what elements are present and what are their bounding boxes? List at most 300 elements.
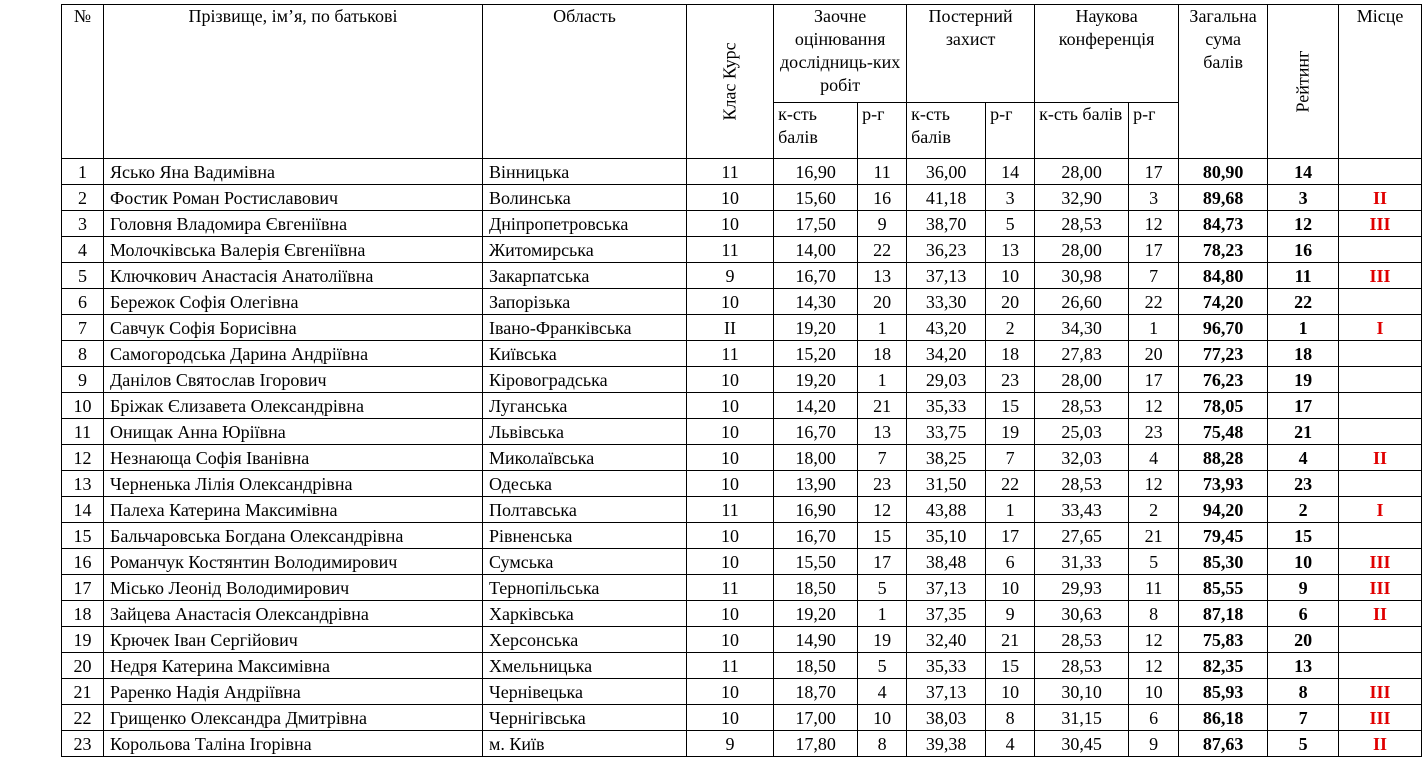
cell-poster-points: 35,10 bbox=[907, 523, 986, 549]
cell-class: 11 bbox=[687, 237, 774, 263]
cell-region: Полтавська bbox=[483, 497, 687, 523]
cell-poster-points: 37,35 bbox=[907, 601, 986, 627]
cell-total: 96,70 bbox=[1179, 315, 1268, 341]
cell-class: 11 bbox=[687, 497, 774, 523]
cell-name: Бріжак Єлизавета Олександрівна bbox=[104, 393, 483, 419]
table-row bbox=[62, 237, 1422, 263]
cell-conference-rank: 20 bbox=[1129, 341, 1179, 367]
cell-poster-rank: 7 bbox=[986, 445, 1035, 471]
cell-distance-points: 16,70 bbox=[774, 523, 858, 549]
cell-class: 11 bbox=[687, 575, 774, 601]
cell-number: 6 bbox=[62, 289, 104, 315]
cell-region: Луганська bbox=[483, 393, 687, 419]
header-poster-points: к-сть балів bbox=[907, 103, 986, 159]
cell-poster-points: 37,13 bbox=[907, 679, 986, 705]
header-place: Місце bbox=[1339, 5, 1422, 159]
cell-poster-rank: 3 bbox=[986, 185, 1035, 211]
cell-distance-rank: 21 bbox=[858, 393, 907, 419]
cell-name: Місько Леонід Володимирович bbox=[104, 575, 483, 601]
cell-place bbox=[1339, 289, 1422, 315]
cell-conference-points: 28,00 bbox=[1035, 159, 1129, 185]
cell-number: 11 bbox=[62, 419, 104, 445]
cell-distance-points: 17,50 bbox=[774, 211, 858, 237]
cell-name: Грищенко Олександра Дмитрівна bbox=[104, 705, 483, 731]
cell-total: 86,18 bbox=[1179, 705, 1268, 731]
cell-total: 76,23 bbox=[1179, 367, 1268, 393]
cell-rating: 12 bbox=[1268, 211, 1339, 237]
cell-total: 78,23 bbox=[1179, 237, 1268, 263]
table-row bbox=[62, 315, 1422, 341]
cell-conference-rank: 17 bbox=[1129, 367, 1179, 393]
cell-poster-rank: 18 bbox=[986, 341, 1035, 367]
cell-distance-rank: 1 bbox=[858, 367, 907, 393]
cell-place: ІІІ bbox=[1339, 549, 1422, 575]
cell-distance-points: 18,00 bbox=[774, 445, 858, 471]
cell-total: 79,45 bbox=[1179, 523, 1268, 549]
cell-region: Вінницька bbox=[483, 159, 687, 185]
cell-distance-points: 14,30 bbox=[774, 289, 858, 315]
cell-class: 9 bbox=[687, 263, 774, 289]
cell-number: 14 bbox=[62, 497, 104, 523]
header-poster-rank: р-г bbox=[986, 103, 1035, 159]
cell-poster-points: 37,13 bbox=[907, 263, 986, 289]
cell-poster-rank: 23 bbox=[986, 367, 1035, 393]
cell-name: Палеха Катерина Максимівна bbox=[104, 497, 483, 523]
cell-region: Івано-Франківська bbox=[483, 315, 687, 341]
cell-rating: 16 bbox=[1268, 237, 1339, 263]
cell-distance-rank: 13 bbox=[858, 263, 907, 289]
cell-poster-rank: 15 bbox=[986, 393, 1035, 419]
cell-place bbox=[1339, 653, 1422, 679]
header-rating-label: Рейтинг bbox=[1292, 50, 1313, 113]
cell-conference-rank: 22 bbox=[1129, 289, 1179, 315]
cell-number: 2 bbox=[62, 185, 104, 211]
cell-region: Чернівецька bbox=[483, 679, 687, 705]
cell-total: 73,93 bbox=[1179, 471, 1268, 497]
cell-distance-rank: 17 bbox=[858, 549, 907, 575]
cell-distance-points: 16,90 bbox=[774, 159, 858, 185]
cell-distance-points: 16,90 bbox=[774, 497, 858, 523]
header-poster-defense: Постерний захист bbox=[907, 5, 1035, 103]
cell-rating: 1 bbox=[1268, 315, 1339, 341]
cell-poster-rank: 15 bbox=[986, 653, 1035, 679]
cell-place bbox=[1339, 419, 1422, 445]
cell-distance-points: 18,70 bbox=[774, 679, 858, 705]
cell-region: Львівська bbox=[483, 419, 687, 445]
cell-name: Зайцева Анастасія Олександрівна bbox=[104, 601, 483, 627]
cell-distance-rank: 8 bbox=[858, 731, 907, 757]
cell-place: ІІ bbox=[1339, 445, 1422, 471]
cell-distance-points: 13,90 bbox=[774, 471, 858, 497]
cell-distance-rank: 13 bbox=[858, 419, 907, 445]
cell-poster-rank: 20 bbox=[986, 289, 1035, 315]
cell-region: Херсонська bbox=[483, 627, 687, 653]
cell-class: ІІ bbox=[687, 315, 774, 341]
cell-poster-points: 35,33 bbox=[907, 393, 986, 419]
cell-class: 10 bbox=[687, 705, 774, 731]
cell-number: 15 bbox=[62, 523, 104, 549]
cell-place: ІІІ bbox=[1339, 679, 1422, 705]
cell-distance-rank: 11 bbox=[858, 159, 907, 185]
cell-number: 8 bbox=[62, 341, 104, 367]
cell-rating: 6 bbox=[1268, 601, 1339, 627]
cell-name: Недря Катерина Максимівна bbox=[104, 653, 483, 679]
cell-class: 10 bbox=[687, 549, 774, 575]
header-conference-rank: р-г bbox=[1129, 103, 1179, 159]
cell-number: 17 bbox=[62, 575, 104, 601]
cell-place bbox=[1339, 341, 1422, 367]
cell-conference-rank: 21 bbox=[1129, 523, 1179, 549]
cell-total: 80,90 bbox=[1179, 159, 1268, 185]
cell-region: Київська bbox=[483, 341, 687, 367]
cell-distance-points: 18,50 bbox=[774, 575, 858, 601]
cell-name: Молочківська Валерія Євгеніївна bbox=[104, 237, 483, 263]
cell-conference-rank: 2 bbox=[1129, 497, 1179, 523]
cell-poster-points: 38,48 bbox=[907, 549, 986, 575]
table-row bbox=[62, 289, 1422, 315]
cell-rating: 22 bbox=[1268, 289, 1339, 315]
cell-poster-rank: 2 bbox=[986, 315, 1035, 341]
cell-conference-rank: 12 bbox=[1129, 653, 1179, 679]
cell-distance-rank: 22 bbox=[858, 237, 907, 263]
cell-poster-points: 41,18 bbox=[907, 185, 986, 211]
table-row bbox=[62, 705, 1422, 731]
cell-poster-points: 33,75 bbox=[907, 419, 986, 445]
header-distance-evaluation: Заочне оцінювання дослідниць-ких робіт bbox=[774, 5, 907, 103]
cell-place bbox=[1339, 471, 1422, 497]
cell-distance-rank: 20 bbox=[858, 289, 907, 315]
header-rating bbox=[1268, 5, 1339, 159]
cell-name: Ключкович Анастасія Анатоліївна bbox=[104, 263, 483, 289]
cell-conference-rank: 17 bbox=[1129, 237, 1179, 263]
cell-number: 4 bbox=[62, 237, 104, 263]
cell-poster-rank: 21 bbox=[986, 627, 1035, 653]
cell-number: 21 bbox=[62, 679, 104, 705]
cell-distance-points: 19,20 bbox=[774, 367, 858, 393]
cell-rating: 11 bbox=[1268, 263, 1339, 289]
cell-place: ІІІ bbox=[1339, 263, 1422, 289]
cell-poster-rank: 9 bbox=[986, 601, 1035, 627]
header-name: Прізвище, ім’я, по батькові bbox=[104, 5, 483, 159]
cell-total: 89,68 bbox=[1179, 185, 1268, 211]
cell-number: 18 bbox=[62, 601, 104, 627]
cell-conference-points: 28,53 bbox=[1035, 393, 1129, 419]
cell-region: Хмельницька bbox=[483, 653, 687, 679]
cell-distance-rank: 9 bbox=[858, 211, 907, 237]
cell-class: 10 bbox=[687, 367, 774, 393]
cell-total: 78,05 bbox=[1179, 393, 1268, 419]
cell-poster-rank: 10 bbox=[986, 679, 1035, 705]
cell-rating: 8 bbox=[1268, 679, 1339, 705]
cell-distance-rank: 23 bbox=[858, 471, 907, 497]
cell-name: Незнающа Софія Іванівна bbox=[104, 445, 483, 471]
cell-number: 13 bbox=[62, 471, 104, 497]
cell-name: Головня Владомира Євгеніївна bbox=[104, 211, 483, 237]
table-row bbox=[62, 549, 1422, 575]
cell-conference-rank: 8 bbox=[1129, 601, 1179, 627]
cell-poster-rank: 1 bbox=[986, 497, 1035, 523]
cell-conference-points: 28,00 bbox=[1035, 237, 1129, 263]
cell-place: ІІІ bbox=[1339, 575, 1422, 601]
cell-poster-rank: 10 bbox=[986, 575, 1035, 601]
cell-total: 77,23 bbox=[1179, 341, 1268, 367]
cell-name: Самогородська Дарина Андріївна bbox=[104, 341, 483, 367]
table-body bbox=[62, 159, 1422, 757]
cell-class: 11 bbox=[687, 341, 774, 367]
cell-rating: 5 bbox=[1268, 731, 1339, 757]
cell-region: Кіровоградська bbox=[483, 367, 687, 393]
cell-place: І bbox=[1339, 497, 1422, 523]
table-row bbox=[62, 575, 1422, 601]
cell-conference-points: 28,00 bbox=[1035, 367, 1129, 393]
cell-region: Сумська bbox=[483, 549, 687, 575]
cell-conference-rank: 12 bbox=[1129, 393, 1179, 419]
cell-rating: 14 bbox=[1268, 159, 1339, 185]
cell-number: 7 bbox=[62, 315, 104, 341]
cell-region: Миколаївська bbox=[483, 445, 687, 471]
cell-rating: 23 bbox=[1268, 471, 1339, 497]
cell-number: 16 bbox=[62, 549, 104, 575]
cell-class: 10 bbox=[687, 185, 774, 211]
cell-poster-points: 43,20 bbox=[907, 315, 986, 341]
table-row bbox=[62, 419, 1422, 445]
cell-distance-points: 15,50 bbox=[774, 549, 858, 575]
cell-poster-rank: 17 bbox=[986, 523, 1035, 549]
cell-region: Закарпатська bbox=[483, 263, 687, 289]
cell-rating: 4 bbox=[1268, 445, 1339, 471]
cell-conference-points: 33,43 bbox=[1035, 497, 1129, 523]
cell-number: 22 bbox=[62, 705, 104, 731]
cell-rating: 20 bbox=[1268, 627, 1339, 653]
cell-class: 10 bbox=[687, 393, 774, 419]
table-row bbox=[62, 263, 1422, 289]
cell-distance-rank: 12 bbox=[858, 497, 907, 523]
cell-rating: 9 bbox=[1268, 575, 1339, 601]
header-class-label: Клас Курс bbox=[719, 42, 740, 121]
cell-distance-points: 19,20 bbox=[774, 601, 858, 627]
cell-conference-points: 26,60 bbox=[1035, 289, 1129, 315]
cell-place: ІІ bbox=[1339, 601, 1422, 627]
table-row bbox=[62, 523, 1422, 549]
cell-total: 87,18 bbox=[1179, 601, 1268, 627]
cell-region: м. Київ bbox=[483, 731, 687, 757]
cell-distance-points: 16,70 bbox=[774, 263, 858, 289]
table-row bbox=[62, 393, 1422, 419]
cell-total: 85,30 bbox=[1179, 549, 1268, 575]
cell-conference-points: 28,53 bbox=[1035, 653, 1129, 679]
cell-distance-rank: 7 bbox=[858, 445, 907, 471]
cell-conference-points: 28,53 bbox=[1035, 471, 1129, 497]
cell-conference-points: 25,03 bbox=[1035, 419, 1129, 445]
cell-class: 10 bbox=[687, 679, 774, 705]
cell-conference-rank: 3 bbox=[1129, 185, 1179, 211]
cell-class: 10 bbox=[687, 211, 774, 237]
table-row bbox=[62, 341, 1422, 367]
cell-rating: 7 bbox=[1268, 705, 1339, 731]
cell-total: 82,35 bbox=[1179, 653, 1268, 679]
cell-conference-points: 27,83 bbox=[1035, 341, 1129, 367]
cell-name: Романчук Костянтин Володимирович bbox=[104, 549, 483, 575]
cell-poster-rank: 10 bbox=[986, 263, 1035, 289]
cell-total: 94,20 bbox=[1179, 497, 1268, 523]
header-number: № bbox=[62, 5, 104, 159]
cell-poster-rank: 19 bbox=[986, 419, 1035, 445]
cell-place bbox=[1339, 393, 1422, 419]
cell-region: Тернопільська bbox=[483, 575, 687, 601]
results-table bbox=[61, 4, 1422, 757]
cell-conference-points: 30,63 bbox=[1035, 601, 1129, 627]
cell-conference-points: 29,93 bbox=[1035, 575, 1129, 601]
cell-region: Харківська bbox=[483, 601, 687, 627]
cell-place: ІІІ bbox=[1339, 211, 1422, 237]
cell-name: Корольова Таліна Ігорівна bbox=[104, 731, 483, 757]
cell-conference-points: 28,53 bbox=[1035, 211, 1129, 237]
cell-poster-rank: 22 bbox=[986, 471, 1035, 497]
cell-poster-points: 38,25 bbox=[907, 445, 986, 471]
cell-distance-points: 15,20 bbox=[774, 341, 858, 367]
cell-place bbox=[1339, 237, 1422, 263]
table-row bbox=[62, 185, 1422, 211]
cell-class: 11 bbox=[687, 653, 774, 679]
cell-distance-rank: 5 bbox=[858, 653, 907, 679]
cell-class: 9 bbox=[687, 731, 774, 757]
cell-distance-points: 17,00 bbox=[774, 705, 858, 731]
cell-poster-rank: 4 bbox=[986, 731, 1035, 757]
cell-number: 1 bbox=[62, 159, 104, 185]
header-conference: Наукова конференція bbox=[1035, 5, 1179, 103]
cell-region: Дніпропетровська bbox=[483, 211, 687, 237]
header-distance-rank: р-г bbox=[858, 103, 907, 159]
cell-conference-rank: 9 bbox=[1129, 731, 1179, 757]
cell-total: 75,48 bbox=[1179, 419, 1268, 445]
table-row bbox=[62, 211, 1422, 237]
cell-place bbox=[1339, 367, 1422, 393]
cell-rating: 13 bbox=[1268, 653, 1339, 679]
cell-conference-points: 31,33 bbox=[1035, 549, 1129, 575]
cell-rating: 21 bbox=[1268, 419, 1339, 445]
cell-number: 23 bbox=[62, 731, 104, 757]
table-row bbox=[62, 367, 1422, 393]
cell-name: Бережок Софія Олегівна bbox=[104, 289, 483, 315]
cell-region: Волинська bbox=[483, 185, 687, 211]
table-row bbox=[62, 497, 1422, 523]
cell-total: 84,80 bbox=[1179, 263, 1268, 289]
cell-total: 74,20 bbox=[1179, 289, 1268, 315]
cell-conference-rank: 11 bbox=[1129, 575, 1179, 601]
table-row bbox=[62, 731, 1422, 757]
cell-number: 3 bbox=[62, 211, 104, 237]
cell-distance-rank: 1 bbox=[858, 601, 907, 627]
header-region: Область bbox=[483, 5, 687, 159]
cell-distance-points: 18,50 bbox=[774, 653, 858, 679]
cell-total: 85,55 bbox=[1179, 575, 1268, 601]
cell-class: 11 bbox=[687, 159, 774, 185]
cell-distance-rank: 15 bbox=[858, 523, 907, 549]
cell-conference-points: 32,90 bbox=[1035, 185, 1129, 211]
cell-name: Данілов Святослав Ігорович bbox=[104, 367, 483, 393]
cell-conference-rank: 1 bbox=[1129, 315, 1179, 341]
header-distance-points: к-сть балів bbox=[774, 103, 858, 159]
cell-region: Запорізька bbox=[483, 289, 687, 315]
cell-name: Крючек Іван Сергійович bbox=[104, 627, 483, 653]
cell-name: Савчук Софія Борисівна bbox=[104, 315, 483, 341]
table-row bbox=[62, 159, 1422, 185]
cell-class: 10 bbox=[687, 523, 774, 549]
cell-total: 85,93 bbox=[1179, 679, 1268, 705]
cell-class: 10 bbox=[687, 419, 774, 445]
cell-distance-points: 14,20 bbox=[774, 393, 858, 419]
cell-conference-points: 34,30 bbox=[1035, 315, 1129, 341]
cell-conference-rank: 6 bbox=[1129, 705, 1179, 731]
cell-number: 9 bbox=[62, 367, 104, 393]
cell-poster-points: 43,88 bbox=[907, 497, 986, 523]
cell-place bbox=[1339, 627, 1422, 653]
cell-conference-points: 31,15 bbox=[1035, 705, 1129, 731]
cell-distance-rank: 19 bbox=[858, 627, 907, 653]
cell-conference-points: 30,10 bbox=[1035, 679, 1129, 705]
cell-poster-points: 36,00 bbox=[907, 159, 986, 185]
table-row bbox=[62, 653, 1422, 679]
cell-name: Фостик Роман Ростиславович bbox=[104, 185, 483, 211]
cell-name: Раренко Надія Андріївна bbox=[104, 679, 483, 705]
table-row bbox=[62, 627, 1422, 653]
cell-rating: 3 bbox=[1268, 185, 1339, 211]
cell-distance-points: 16,70 bbox=[774, 419, 858, 445]
cell-rating: 2 bbox=[1268, 497, 1339, 523]
cell-poster-rank: 6 bbox=[986, 549, 1035, 575]
cell-total: 75,83 bbox=[1179, 627, 1268, 653]
header-total: Загальна сума балів bbox=[1179, 5, 1268, 159]
cell-distance-rank: 10 bbox=[858, 705, 907, 731]
cell-poster-points: 35,33 bbox=[907, 653, 986, 679]
cell-distance-rank: 5 bbox=[858, 575, 907, 601]
table-row bbox=[62, 679, 1422, 705]
cell-conference-rank: 12 bbox=[1129, 627, 1179, 653]
cell-poster-points: 29,03 bbox=[907, 367, 986, 393]
table-row bbox=[62, 601, 1422, 627]
cell-number: 12 bbox=[62, 445, 104, 471]
cell-conference-rank: 7 bbox=[1129, 263, 1179, 289]
cell-rating: 15 bbox=[1268, 523, 1339, 549]
cell-poster-rank: 13 bbox=[986, 237, 1035, 263]
cell-poster-points: 38,70 bbox=[907, 211, 986, 237]
cell-distance-rank: 16 bbox=[858, 185, 907, 211]
table-row bbox=[62, 445, 1422, 471]
cell-conference-rank: 12 bbox=[1129, 211, 1179, 237]
cell-rating: 17 bbox=[1268, 393, 1339, 419]
cell-rating: 18 bbox=[1268, 341, 1339, 367]
cell-distance-rank: 18 bbox=[858, 341, 907, 367]
cell-total: 88,28 bbox=[1179, 445, 1268, 471]
cell-class: 10 bbox=[687, 627, 774, 653]
cell-conference-rank: 10 bbox=[1129, 679, 1179, 705]
cell-region: Житомирська bbox=[483, 237, 687, 263]
cell-distance-points: 15,60 bbox=[774, 185, 858, 211]
cell-conference-rank: 12 bbox=[1129, 471, 1179, 497]
cell-rating: 19 bbox=[1268, 367, 1339, 393]
cell-distance-points: 17,80 bbox=[774, 731, 858, 757]
cell-poster-points: 33,30 bbox=[907, 289, 986, 315]
cell-place: ІІІ bbox=[1339, 705, 1422, 731]
table-header bbox=[62, 5, 1422, 159]
cell-region: Рівненська bbox=[483, 523, 687, 549]
table-row bbox=[62, 471, 1422, 497]
cell-class: 10 bbox=[687, 445, 774, 471]
cell-number: 5 bbox=[62, 263, 104, 289]
cell-rating: 10 bbox=[1268, 549, 1339, 575]
cell-conference-points: 30,98 bbox=[1035, 263, 1129, 289]
cell-poster-points: 38,03 bbox=[907, 705, 986, 731]
